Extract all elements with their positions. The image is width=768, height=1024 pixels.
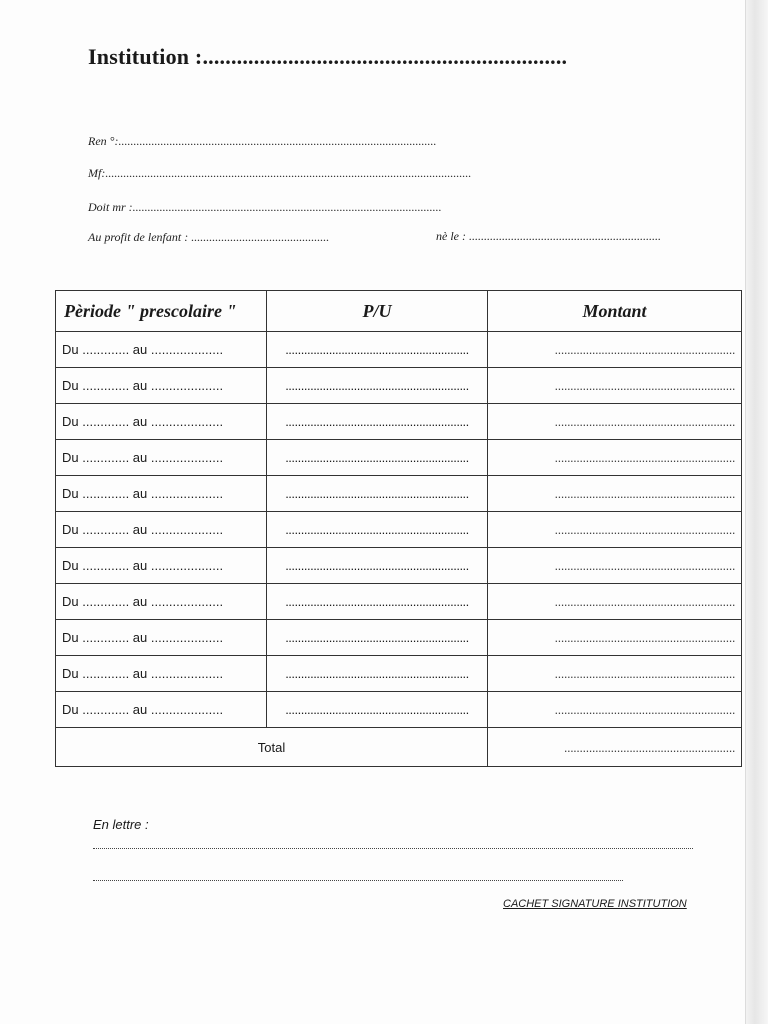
- montant-cell: ..........................................................: [488, 692, 742, 728]
- periode-cell: Du ............. au ....................: [56, 404, 267, 440]
- table-row: [56, 476, 742, 512]
- total-row: [56, 728, 742, 767]
- en-lettre-label: En lettre :: [93, 817, 149, 832]
- table-row: [56, 404, 742, 440]
- table-row: [56, 656, 742, 692]
- periode-cell: Du ............. au ....................: [56, 548, 267, 584]
- table-header-row: [56, 291, 742, 332]
- montant-cell: ..........................................................: [488, 620, 742, 656]
- table-row: [56, 692, 742, 728]
- table-row: [56, 440, 742, 476]
- periode-cell: Du ............. au ....................: [56, 692, 267, 728]
- mf-field: Mf:..........................................................................................................................: [88, 166, 472, 180]
- table-row: [56, 332, 742, 368]
- pu-cell: ...........................................................: [267, 476, 488, 512]
- amount-in-words-line-2: [93, 880, 623, 881]
- amount-in-words-line: [93, 848, 693, 849]
- fee-table: [55, 290, 742, 767]
- montant-cell: ..........................................................: [488, 656, 742, 692]
- profit-field: Au profit de lenfant : ..............................................: [88, 230, 330, 244]
- montant-cell: ..........................................................: [488, 476, 742, 512]
- pu-cell: ...........................................................: [267, 620, 488, 656]
- pu-cell: ...........................................................: [267, 332, 488, 368]
- pu-cell: ...........................................................: [267, 440, 488, 476]
- institution-field: Institution :................................................................: [88, 44, 568, 69]
- table-row: [56, 620, 742, 656]
- periode-cell: Du ............. au ....................: [56, 440, 267, 476]
- total-label: Total: [56, 728, 488, 767]
- montant-cell: ..........................................................: [488, 548, 742, 584]
- header-pu: P/U: [267, 291, 488, 332]
- table-row: [56, 512, 742, 548]
- doit-field: Doit mr :.......................................................................................................: [88, 200, 442, 214]
- pu-cell: ...........................................................: [267, 512, 488, 548]
- montant-cell: ..........................................................: [488, 512, 742, 548]
- montant-cell: ..........................................................: [488, 440, 742, 476]
- cachet-signature: CACHET SIGNATURE INSTITUTION: [503, 898, 687, 910]
- periode-cell: Du ............. au ....................: [56, 368, 267, 404]
- periode-cell: Du ............. au ....................: [56, 656, 267, 692]
- pu-cell: ...........................................................: [267, 584, 488, 620]
- header-periode: Pèriode " prescolaire ": [56, 291, 267, 332]
- scan-edge: [745, 0, 768, 1024]
- table-row: [56, 584, 742, 620]
- pu-cell: ...........................................................: [267, 368, 488, 404]
- header-montant: Montant: [488, 291, 742, 332]
- pu-cell: ...........................................................: [267, 692, 488, 728]
- periode-cell: Du ............. au ....................: [56, 512, 267, 548]
- periode-cell: Du ............. au ....................: [56, 620, 267, 656]
- montant-cell: ..........................................................: [488, 332, 742, 368]
- pu-cell: ...........................................................: [267, 656, 488, 692]
- ren-field: Ren °:..........................................................................................................: [88, 134, 437, 148]
- table-row: [56, 548, 742, 584]
- pu-cell: ...........................................................: [267, 404, 488, 440]
- periode-cell: Du ............. au ....................: [56, 332, 267, 368]
- total-value: .......................................................: [488, 728, 742, 767]
- birthdate-field: nè le : ................................................................: [436, 229, 661, 243]
- montant-cell: ..........................................................: [488, 368, 742, 404]
- montant-cell: ..........................................................: [488, 584, 742, 620]
- periode-cell: Du ............. au ....................: [56, 584, 267, 620]
- periode-cell: Du ............. au ....................: [56, 476, 267, 512]
- montant-cell: ..........................................................: [488, 404, 742, 440]
- table-row: [56, 368, 742, 404]
- pu-cell: ...........................................................: [267, 548, 488, 584]
